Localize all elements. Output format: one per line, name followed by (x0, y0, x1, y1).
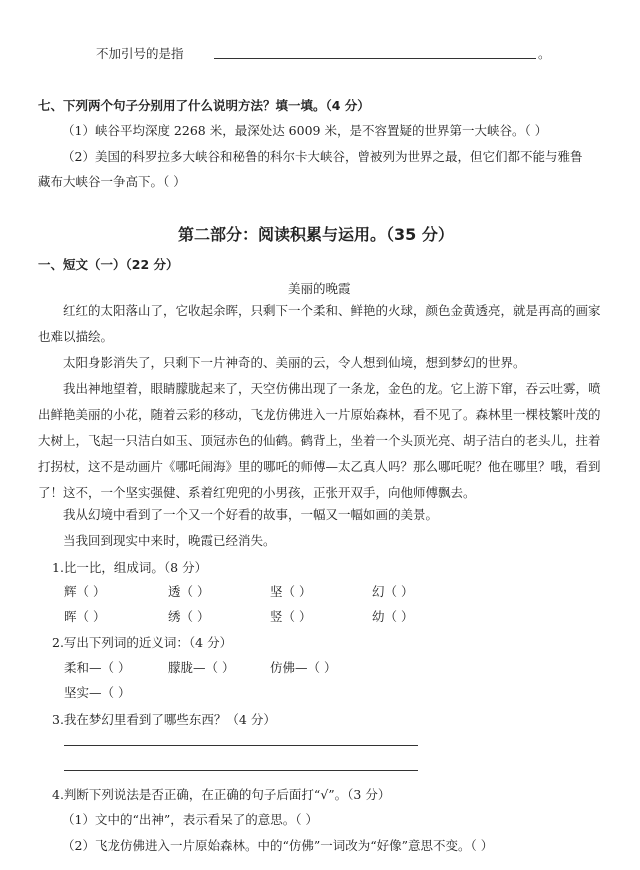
q4-statement-1: （1）文中的“出神”，表示看呆了的意思。（ ） (62, 812, 318, 827)
q1-word-6[interactable]: 绣（ ） (168, 609, 210, 624)
section1-title: 一、短文（一）（22 分） (38, 257, 179, 272)
q4-title: 4.判断下列说法是否正确，在正确的句子后面打“√”。（3 分） (52, 787, 391, 802)
q1-word-8[interactable]: 幼（ ） (372, 609, 414, 624)
end-mark: 。 (538, 46, 551, 61)
passage-title: 美丽的晚霞 (288, 281, 351, 296)
paragraph-4: 我从幻境中看到了一个又一个好看的故事，一幅又一幅如画的美景。 (63, 507, 439, 522)
q7-title: 七、下列两个句子分别用了什么说明方法？填一填。（4 分） (38, 98, 370, 113)
answer-line[interactable] (64, 770, 418, 771)
q4-statement-2: （2）飞龙仿佛进入一片原始森林。中的“仿佛”一词改为“好像”意思不变。（ ） (62, 838, 494, 853)
paragraph-2: 太阳身影消失了，只剩下一片神奇的、美丽的云，令人想到仙境，想到梦幻的世界。 (63, 355, 526, 370)
q7-sentence-1: （1）峡谷平均深度 2268 米，最深处达 6009 米，是不容置疑的世界第一大峡谷。（ ） (62, 123, 548, 138)
paragraph-3: 我出神地望着，眼睛朦胧起来了，天空仿佛出现了一条龙，金色的龙。它上游下窜，吞云吐雾，喷出鲜艳美丽的小花，随着云彩的移动，飞龙仿佛进入一片原始森林，看不见了。森林里一棵枝繁叶茂的大树上，飞起一只洁白如玉、顶冠赤色的仙鹤。鹤背上，坐着一个头顶光亮、胡子洁白的老头儿，拄着打拐杖，这不是动画片《哪吒闹海》里的哪吒的师傅—太乙真人吗？那么哪吒呢？他在哪里？哦，看到了！这不，一个坚实强健、系着红兜兜的小男孩，正张开双手，向他师傅飘去。 (38, 381, 601, 500)
q2-title: 2.写出下列词的近义词：（4 分） (52, 635, 233, 650)
part2-title: 第二部分：阅读积累与运用。（35 分） (178, 225, 454, 244)
answer-line[interactable] (64, 745, 418, 746)
answer-line[interactable] (214, 58, 536, 59)
q2-word-4[interactable]: 坚实—（ ） (64, 685, 131, 700)
paragraph-5: 当我回到现实中来时，晚霞已经消失。 (63, 533, 276, 548)
q1-word-3[interactable]: 坚（ ） (270, 584, 312, 599)
paragraph-1: 红红的太阳落山了，它收起余晖，只剩下一个柔和、鲜艳的火球，颜色金黄透亮，就是再高的画家也难以描绘。 (38, 303, 601, 344)
q1-word-5[interactable]: 晖（ ） (64, 609, 106, 624)
q1-word-4[interactable]: 幻（ ） (372, 584, 414, 599)
fill-label: 不加引号的是指 (96, 46, 184, 61)
q2-word-2[interactable]: 朦胧—（ ） (168, 660, 235, 675)
q2-word-3[interactable]: 仿佛—（ ） (270, 660, 337, 675)
q2-word-1[interactable]: 柔和—（ ） (64, 660, 131, 675)
q3-title: 3.我在梦幻里看到了哪些东西？（4 分） (52, 712, 276, 727)
q1-word-2[interactable]: 透（ ） (168, 584, 210, 599)
q1-word-7[interactable]: 竖（ ） (270, 609, 312, 624)
q7-sentence-2b: 藏布大峡谷一争高下。（ ） (38, 174, 186, 189)
q1-word-1[interactable]: 辉（ ） (64, 584, 106, 599)
q7-sentence-2a: （2）美国的科罗拉多大峡谷和秘鲁的科尔卡大峡谷，曾被列为世界之最，但它们都不能与雅鲁 (62, 149, 583, 164)
q1-title: 1.比一比，组成词。（8 分） (52, 560, 208, 575)
